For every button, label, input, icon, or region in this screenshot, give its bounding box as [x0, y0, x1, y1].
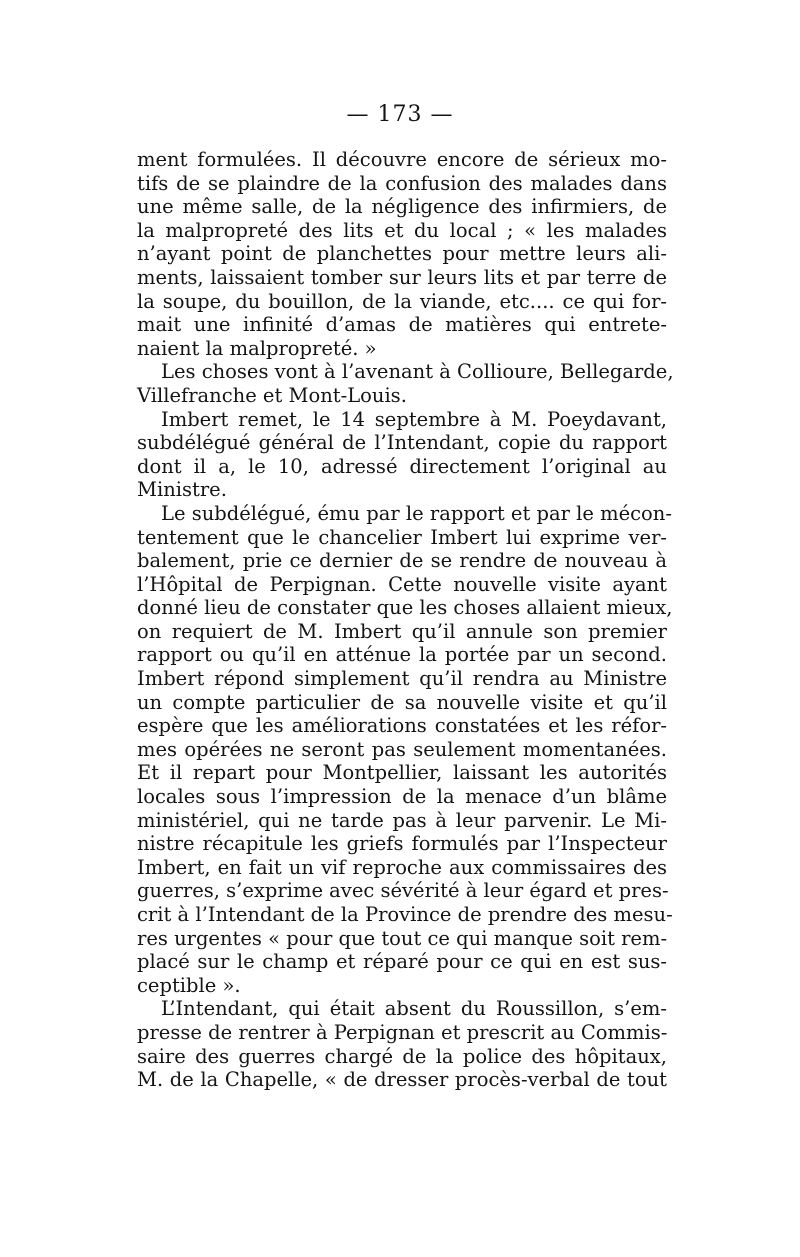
text-line: Ministre. — [137, 478, 227, 502]
paragraph-start: Imbert remet, le 14 septembre à M. Poeydavant, — [161, 407, 667, 431]
text-line: presse de rentrer à Perpignan et prescrit au Commis- — [137, 1020, 668, 1044]
text-line: espère que les améliorations constatées et les réfor- — [137, 714, 667, 738]
text-line: nistre récapitule les griefs formulés par l’Inspecteur — [137, 832, 667, 856]
text-line: placé sur le champ et réparé pour ce qui en est sus- — [137, 950, 667, 974]
text-line: Villefranche et Mont-Louis. — [137, 383, 407, 407]
text-line: n’ayant point de planchettes pour mettre leurs ali- — [137, 242, 667, 266]
paragraph-start: Les choses vont à l’avenant à Collioure, Bellegarde, — [161, 360, 674, 384]
text-line: Imbert, en fait un vif reproche aux commissaires des — [137, 855, 667, 879]
text-line: balement, prie ce dernier de se rendre de nouveau à — [137, 549, 667, 573]
text-line: la malpropreté des lits et du local ; « les malades — [137, 218, 667, 242]
text-line: M. de la Chapelle, « de dresser procès-verbal de tout — [137, 1068, 667, 1092]
text-line: rapport ou qu’il en atténue la portée par un second. — [137, 643, 667, 667]
body-text — [137, 148, 674, 1092]
text-line: un compte particulier de sa nouvelle visite et qu’il — [137, 690, 667, 714]
text-line: mait une infinité d’amas de matières qui entrete- — [137, 313, 667, 337]
text-line: donné lieu de constater que les choses allaient mieux, — [137, 596, 673, 620]
text-line: ment formulées. Il découvre encore de sérieux mo- — [137, 148, 667, 171]
text-line: ministériel, qui ne tarde pas à leur parvenir. Le Mi- — [137, 808, 667, 832]
text-line: Et il repart pour Montpellier, laissant les autorités — [137, 761, 667, 785]
text-line: Imbert répond simplement qu’il rendra au Ministre — [137, 667, 667, 691]
text-line: ments, laissaient tomber sur leurs lits et par terre de — [137, 265, 667, 289]
text-line: la soupe, du bouillon, de la viande, etc.... ce qui for- — [137, 289, 667, 313]
page-number: — 173 — — [346, 102, 454, 127]
text-line: ceptible ». — [137, 973, 241, 997]
paragraph-start: Le subdélégué, ému par le rapport et par le mécon- — [161, 501, 672, 525]
text-line: mes opérées ne seront pas seulement momentanées. — [137, 737, 667, 761]
text-line: tentement que le chancelier Imbert lui exprime ver- — [137, 525, 667, 549]
text-line: on requiert de M. Imbert qu’il annule son premier — [137, 619, 667, 643]
text-line: res urgentes « pour que tout ce qui manque soit rem- — [137, 926, 668, 950]
text-line: guerres, s’exprime avec sévérité à leur égard et pres- — [137, 879, 669, 903]
text-line: locales sous l’impression de la menace d’un blâme — [137, 785, 667, 809]
text-line: une même salle, de la négligence des infirmiers, de — [137, 195, 667, 219]
text-line: subdélégué général de l’Intendant, copie du rapport — [137, 431, 667, 455]
paragraph-start: L’Intendant, qui était absent du Roussillon, s’em- — [161, 997, 667, 1021]
text-line: tifs de se plaindre de la confusion des malades dans — [137, 171, 667, 195]
text-line: dont il a, le 10, adressé directement l’original au — [137, 454, 667, 478]
text-line: crit à l’Intendant de la Province de prendre des mesu- — [137, 903, 673, 926]
text-line: saire des guerres chargé de la police des hôpitaux, — [137, 1044, 667, 1068]
text-line: l’Hôpital de Perpignan. Cette nouvelle visite ayant — [137, 572, 667, 596]
text-line: naient la malpropreté. » — [137, 336, 377, 360]
